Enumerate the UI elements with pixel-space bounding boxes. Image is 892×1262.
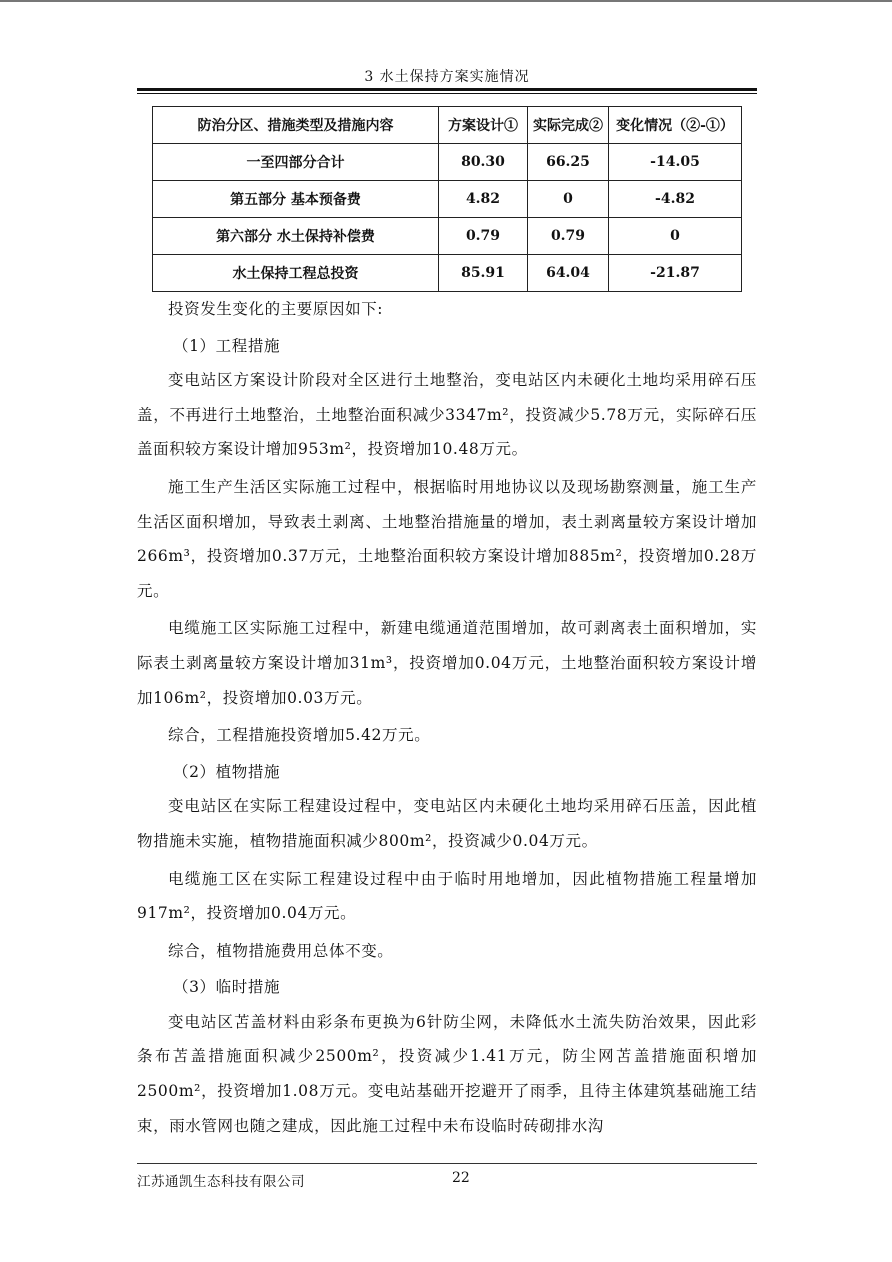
table-cell: -14.05: [609, 144, 742, 181]
table-row: [153, 181, 742, 218]
table-cell: 第六部分 水土保持补偿费: [153, 218, 439, 255]
footer-company: 江苏通凯生态科技有限公司: [137, 1174, 305, 1190]
paragraph: 电缆施工区实际施工过程中，新建电缆通道范围增加，故可剥离表土面积增加，实际表土剥离量较方案设计增加31m³，投资增加0.04万元，土地整治面积较方案设计增加106m²，投资增加0.03万元。: [137, 619, 757, 707]
table-cell: 80.30: [439, 144, 528, 181]
table-cell: 4.82: [439, 181, 528, 218]
paragraph: 施工生产生活区实际施工过程中，根据临时用地协议以及现场勘察测量，施工生产生活区面积增加，导致表土剥离、土地整治措施量的增加，表土剥离量较方案设计增加266m³，投资增加0.37万元，土地整治面积较方案设计增加885m²，投资增加0.28万元。: [137, 477, 757, 600]
column-header: 方案设计①: [439, 107, 528, 144]
body-text: [137, 292, 757, 1143]
table-cell: 64.04: [528, 255, 609, 292]
table-cell: 0.79: [528, 218, 609, 255]
table-row: [153, 144, 742, 181]
paragraph: 电缆施工区在实际工程建设过程中由于临时用地增加，因此植物措施工程量增加917m²，投资增加0.04万元。: [137, 869, 757, 923]
table-cell: 0: [528, 181, 609, 218]
paragraph: 变电站区在实际工程建设过程中，变电站区内未硬化土地均采用碎石压盖，因此植物措施未实施，植物措施面积减少800m²，投资减少0.04万元。: [137, 797, 757, 850]
table-cell: 一至四部分合计: [153, 144, 439, 181]
table-cell: 0.79: [439, 218, 528, 255]
table-cell: 0: [609, 218, 742, 255]
table-cell: -4.82: [609, 181, 742, 218]
paragraph: 变电站区方案设计阶段对全区进行土地整治，变电站区内未硬化土地均采用碎石压盖，不再进行土地整治，土地整治面积减少3347m²，投资减少5.78万元，实际碎石压盖面积较方案设计增加953m²，投资增加10.48万元。: [137, 371, 757, 459]
table-cell: 85.91: [439, 255, 528, 292]
table-cell: 水土保持工程总投资: [153, 255, 439, 292]
table-row: [153, 255, 742, 292]
paragraph: 综合，植物措施费用总体不变。: [168, 941, 394, 960]
table-header-row: [153, 107, 742, 144]
table-cell: 第五部分 基本预备费: [153, 181, 439, 218]
intro-paragraph: 投资发生变化的主要原因如下:: [168, 300, 384, 318]
table-row: [153, 218, 742, 255]
column-header: 实际完成②: [528, 107, 609, 144]
page-top-border: [0, 0, 892, 2]
page-number: 22: [452, 1170, 470, 1186]
section-heading-engineering: （1）工程措施: [173, 336, 281, 355]
section-heading-vegetation: （2）植物措施: [173, 762, 281, 781]
paragraph: 变电站区苫盖材料由彩条布更换为6针防尘网，未降低水土流失防治效果，因此彩条布苫盖措施面积减少2500m²，投资减少1.41万元，防尘网苫盖措施面积增加2500m²，投资增加1.08万元。变电站基础开挖避开了雨季，且待主体建筑基础施工结束，雨水管网也随之建成，因此施工过程中未布设临时砖砌排水沟: [137, 1012, 757, 1135]
column-header: 变化情况（②-①）: [609, 107, 742, 144]
table-cell: -21.87: [609, 255, 742, 292]
table-cell: 66.25: [528, 144, 609, 181]
section-heading-temporary: （3）临时措施: [173, 978, 281, 997]
header-rule-thin: [137, 93, 757, 94]
investment-comparison-table: [152, 106, 742, 292]
footer-rule: [137, 1163, 757, 1164]
running-header: 3 水土保持方案实施情况: [364, 69, 530, 85]
column-header: 防治分区、措施类型及措施内容: [153, 107, 439, 144]
header-rule-thick: [137, 88, 757, 91]
paragraph: 综合，工程措施投资增加5.42万元。: [168, 726, 431, 745]
